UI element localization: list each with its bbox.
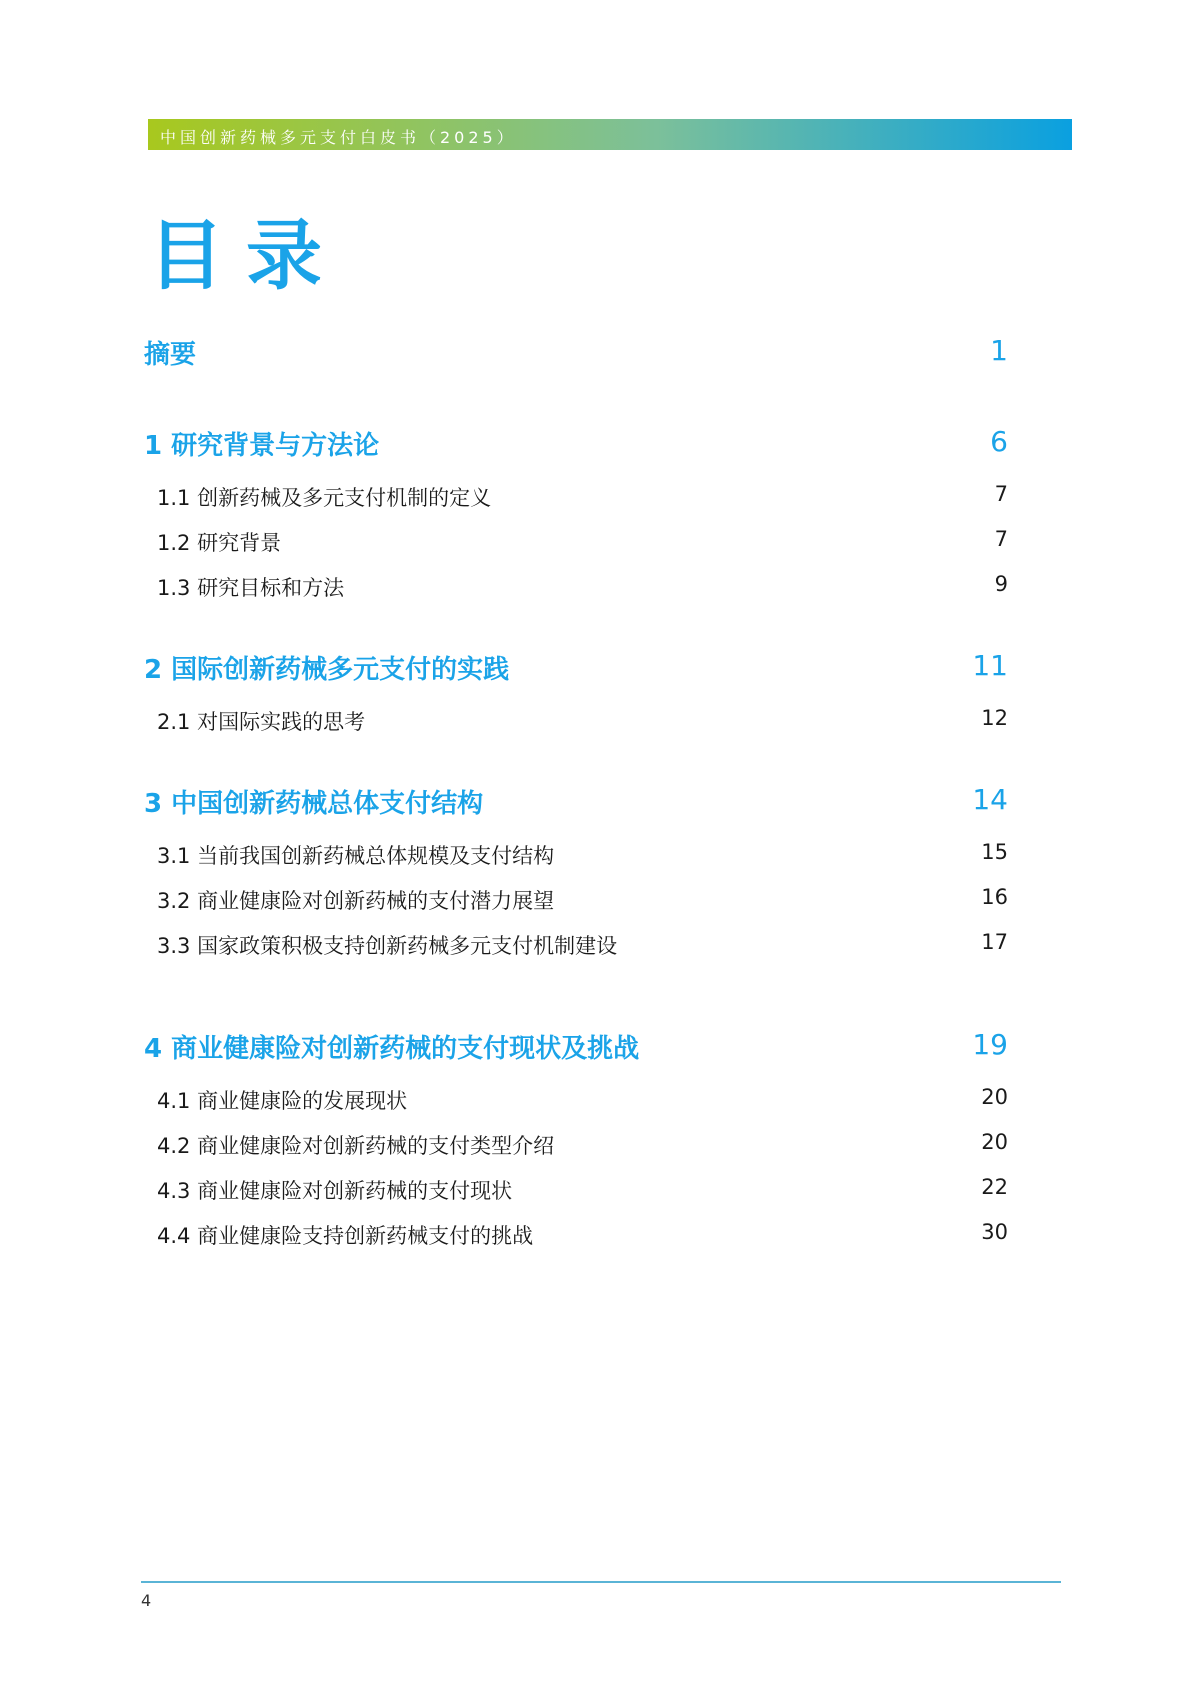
toc-label: 2 国际创新药械多元支付的实践 (144, 655, 510, 685)
toc-page-number: 1 (990, 334, 1008, 367)
toc-page-number: 20 (981, 1130, 1008, 1154)
toc-page-number: 30 (981, 1220, 1008, 1244)
toc-page-number: 17 (981, 930, 1008, 954)
toc-label: 4 商业健康险对创新药械的支付现状及挑战 (144, 1034, 640, 1064)
toc-label: 3.3 国家政策积极支持创新药械多元支付机制建设 (157, 934, 618, 958)
toc-page-number: 22 (981, 1175, 1008, 1199)
toc-page-number: 11 (972, 649, 1008, 682)
toc-label: 2.1 对国际实践的思考 (157, 710, 366, 734)
toc-label: 1.1 创新药械及多元支付机制的定义 (157, 486, 492, 510)
toc-label: 4.4 商业健康险支持创新药械支付的挑战 (157, 1224, 534, 1248)
toc-page-number: 16 (981, 885, 1008, 909)
toc-page-number: 12 (981, 706, 1008, 730)
toc-label: 1 研究背景与方法论 (144, 431, 380, 461)
toc-page-number: 15 (981, 840, 1008, 864)
header-title: 中国创新药械多元支付白皮书（2025） (160, 128, 517, 147)
toc-page-number: 7 (994, 527, 1008, 551)
header-band (148, 119, 1072, 150)
toc-label: 3.1 当前我国创新药械总体规模及支付结构 (157, 844, 555, 868)
footer-page-number: 4 (141, 1591, 152, 1610)
toc-page-number: 20 (981, 1085, 1008, 1109)
toc-page-number: 14 (972, 783, 1008, 816)
toc-label: 摘要 (144, 340, 197, 370)
page-title: 目录 (148, 211, 344, 300)
toc-label: 4.1 商业健康险的发展现状 (157, 1089, 408, 1113)
toc-page-number: 9 (994, 572, 1008, 596)
toc-label: 1.2 研究背景 (157, 531, 282, 555)
toc-page-number: 19 (972, 1028, 1008, 1061)
toc-label: 3.2 商业健康险对创新药械的支付潜力展望 (157, 889, 555, 913)
toc-label: 4.2 商业健康险对创新药械的支付类型介绍 (157, 1134, 555, 1158)
toc-page-number: 6 (990, 425, 1008, 458)
toc-label: 4.3 商业健康险对创新药械的支付现状 (157, 1179, 513, 1203)
footer-divider (141, 1581, 1061, 1583)
toc-label: 3 中国创新药械总体支付结构 (144, 789, 484, 819)
toc-label: 1.3 研究目标和方法 (157, 576, 345, 600)
toc-page-number: 7 (994, 482, 1008, 506)
